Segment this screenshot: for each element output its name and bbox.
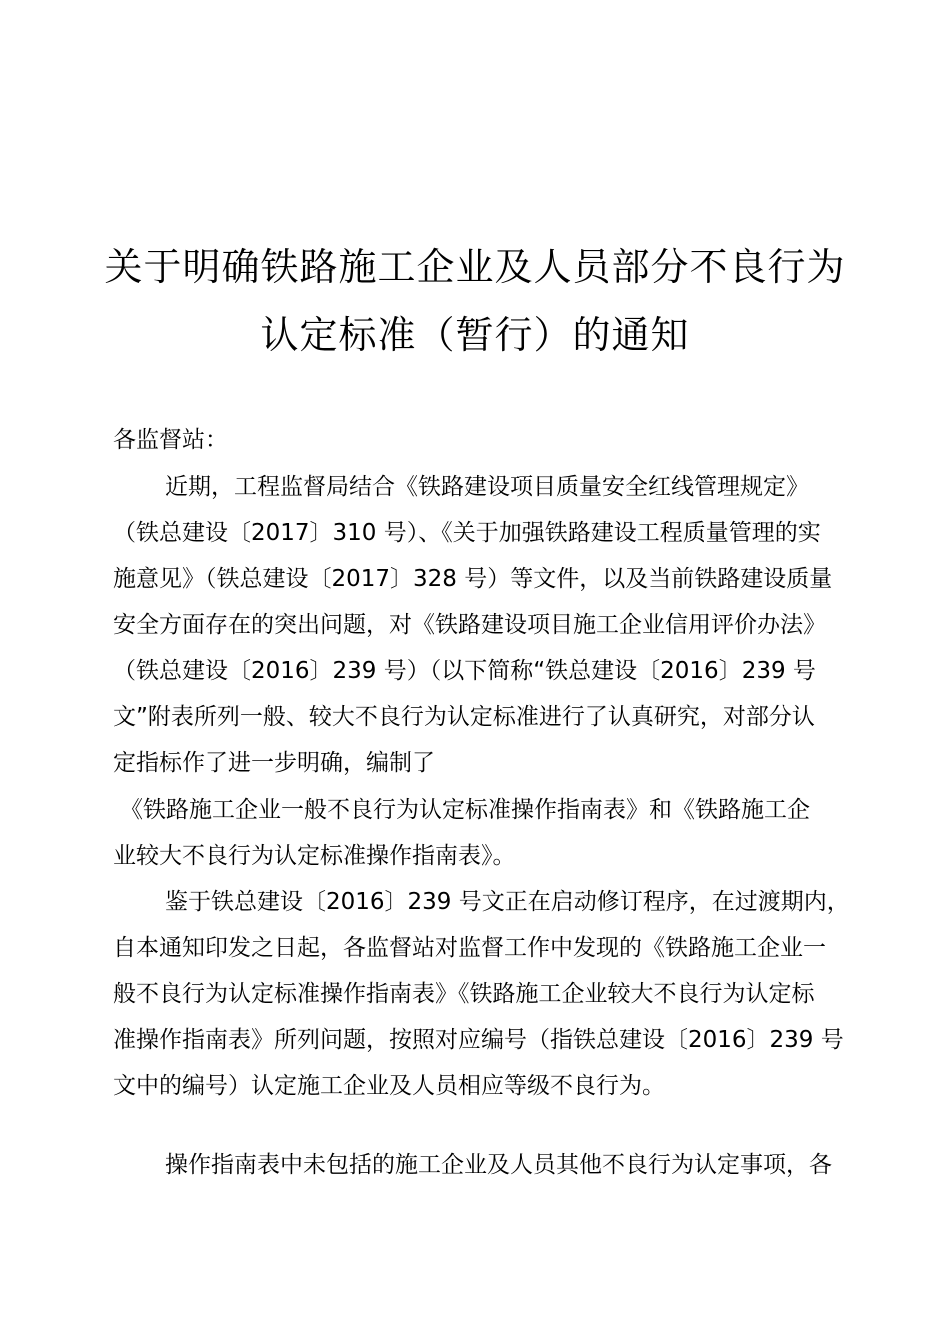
body-line-4: 安全方面存在的突出问题，对《铁路建设项目施工企业信用评价办法》 <box>113 612 826 638</box>
body-line-14: 文中的编号）认定施工企业及人员相应等级不良行为。 <box>113 1073 665 1099</box>
body-line-9: 业较大不良行为认定标准操作指南表》。 <box>113 843 516 869</box>
body-line-10: 鉴于铁总建设〔2016〕239 号文正在启动修订程序，在过渡期内， <box>165 889 850 915</box>
body-line-13: 准操作指南表》所列问题，按照对应编号（指铁总建设〔2016〕239 号 <box>113 1027 844 1053</box>
body-line-6: 文”附表所列一般、较大不良行为认定标准进行了认真研究，对部分认 <box>113 704 815 730</box>
body-line-1: 近期，工程监督局结合《铁路建设项目质量安全红线管理规定》 <box>165 474 809 500</box>
body-line-7: 定指标作了进一步明确，编制了 <box>113 750 435 776</box>
body-line-15: 操作指南表中未包括的施工企业及人员其他不良行为认定事项，各 <box>165 1152 832 1178</box>
body-line-8: 《铁路施工企业一般不良行为认定标准操作指南表》和《铁路施工企 <box>120 797 810 823</box>
document-title-line-2: 认定标准（暂行）的通知 <box>260 313 690 357</box>
document-title-line-1: 关于明确铁路施工企业及人员部分不良行为 <box>104 245 846 289</box>
body-line-11: 自本通知印发之日起，各监督站对监督工作中发现的《铁路施工企业一 <box>113 935 826 961</box>
body-line-12: 般不良行为认定标准操作指南表》《铁路施工企业较大不良行为认定标 <box>113 981 815 1007</box>
body-line-5: （铁总建设〔2016〕239 号）（以下简称“铁总建设〔2016〕239 号 <box>113 658 816 684</box>
body-line-3: 施意见》（铁总建设〔2017〕328 号）等文件，以及当前铁路建设质量 <box>113 566 833 592</box>
salutation: 各监督站： <box>113 427 228 453</box>
body-line-2: （铁总建设〔2017〕310 号）、《关于加强铁路建设工程质量管理的实 <box>113 520 821 546</box>
